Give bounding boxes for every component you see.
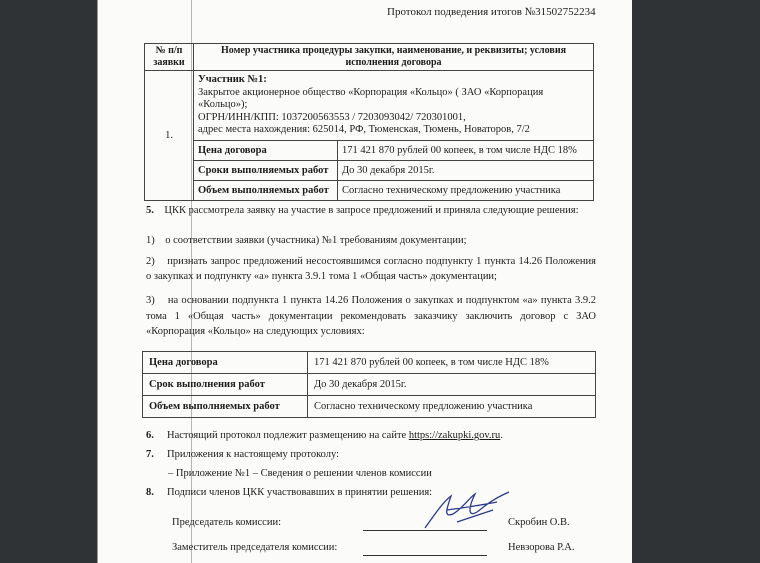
- condition-value: 171 421 870 рублей 00 копеек, в том числе НДС 18%: [308, 352, 596, 374]
- row-number: 1.: [145, 71, 194, 201]
- decision-2: [146, 254, 596, 284]
- decision-3: [146, 293, 596, 340]
- condition-label: Объем выполняемых работ: [198, 184, 329, 196]
- page-edge-left: [97, 0, 98, 563]
- participant-title: Участник №1:: [198, 74, 267, 85]
- section-number: 8.: [146, 487, 154, 498]
- handwritten-signature: [417, 484, 527, 536]
- signature-name: Скробин О.В.: [508, 517, 570, 528]
- participant-line: ОГРН/ИНН/КПП: 1037200563553 / 7203093042/ 720301001,: [198, 111, 466, 123]
- section-text-tail: .: [500, 430, 503, 441]
- protocol-header: Протокол подведения итогов №31502752234: [387, 6, 596, 18]
- section-text: ЦКК рассмотрела заявку на участие в запросе предложений и приняла следующие решения:: [164, 205, 579, 216]
- section-text: Приложения к настоящему протоколу:: [167, 449, 340, 460]
- zakupki-link[interactable]: https://zakupki.gov.ru: [408, 430, 501, 441]
- section-6: [146, 429, 503, 443]
- signature-name: Невзорова Р.А.: [508, 542, 575, 553]
- col-header-number: № п/п заявки: [145, 44, 194, 71]
- condition-value: 171 421 870 рублей 00 копеек, в том числе НДС 18%: [338, 140, 594, 160]
- section-8: [146, 486, 432, 500]
- document-page: [97, 0, 632, 563]
- condition-label: Срок выполнения работ: [149, 379, 265, 390]
- decision-number: 2): [146, 256, 155, 267]
- decision-1: [146, 234, 596, 248]
- conditions-table: [142, 351, 596, 418]
- section-number: 6.: [146, 430, 154, 441]
- condition-label: Сроки выполняемых работ: [198, 164, 329, 176]
- section-7: [146, 448, 339, 462]
- participant-line: адрес места нахождения: 625014, РФ, Тюменская, Тюмень, Новаторов, 7/2: [198, 124, 530, 135]
- decision-text: признать запрос предложений несостоявшимся согласно подпункту 1 пункта 14.26 Положения о закупках и подпункту «а» пункта 3.9.1 тома 1 «Общая часть» документации;: [146, 256, 596, 282]
- decision-text: о соответствии заявки (участника) №1 требованиям документации;: [165, 235, 467, 246]
- decision-text: на основании подпункта 1 пункта 14.26 Положения о закупках и подпунктом «а» пункта 3.9.2 тома 1 «Общая часть» документации рекомендовать заказчику заключить договор с ЗАО «Корпорация «Кольцо» на следующих условиях:: [146, 295, 597, 337]
- decision-number: 3): [146, 295, 155, 306]
- participant-table: [144, 43, 594, 201]
- condition-value: До 30 декабря 2015г.: [308, 374, 596, 396]
- section-number: 7.: [146, 449, 154, 460]
- signature-role: Заместитель председателя комиссии:: [172, 542, 338, 553]
- section-text: Подписи членов ЦКК участвовавших в принятии решения:: [167, 487, 433, 498]
- col-header-participant: Номер участника процедуры закупки, наименование, и реквизиты; условия исполнения договора: [194, 44, 594, 71]
- condition-label: Цена договора: [198, 144, 267, 156]
- signature-line: [363, 555, 487, 556]
- signature-role: Председатель комиссии:: [172, 517, 281, 528]
- condition-label: Объем выполняемых работ: [149, 401, 280, 412]
- participant-line: Закрытое акционерное общество «Корпорация «Кольцо» ( ЗАО «Корпорация «Кольцо»);: [198, 86, 544, 110]
- section-text: Настоящий протокол подлежит размещению на сайте: [167, 430, 409, 441]
- appendix-item: – Приложение №1 – Сведения о решении членов комиссии: [168, 468, 432, 479]
- condition-label: Цена договора: [149, 357, 218, 368]
- condition-value: До 30 декабря 2015г.: [338, 160, 594, 180]
- condition-value: Согласно техническому предложению участника: [338, 180, 594, 200]
- condition-value: Согласно техническому предложению участника: [308, 396, 596, 418]
- decision-number: 1): [146, 235, 155, 246]
- section-number: 5.: [146, 205, 154, 216]
- section-5: [146, 204, 596, 218]
